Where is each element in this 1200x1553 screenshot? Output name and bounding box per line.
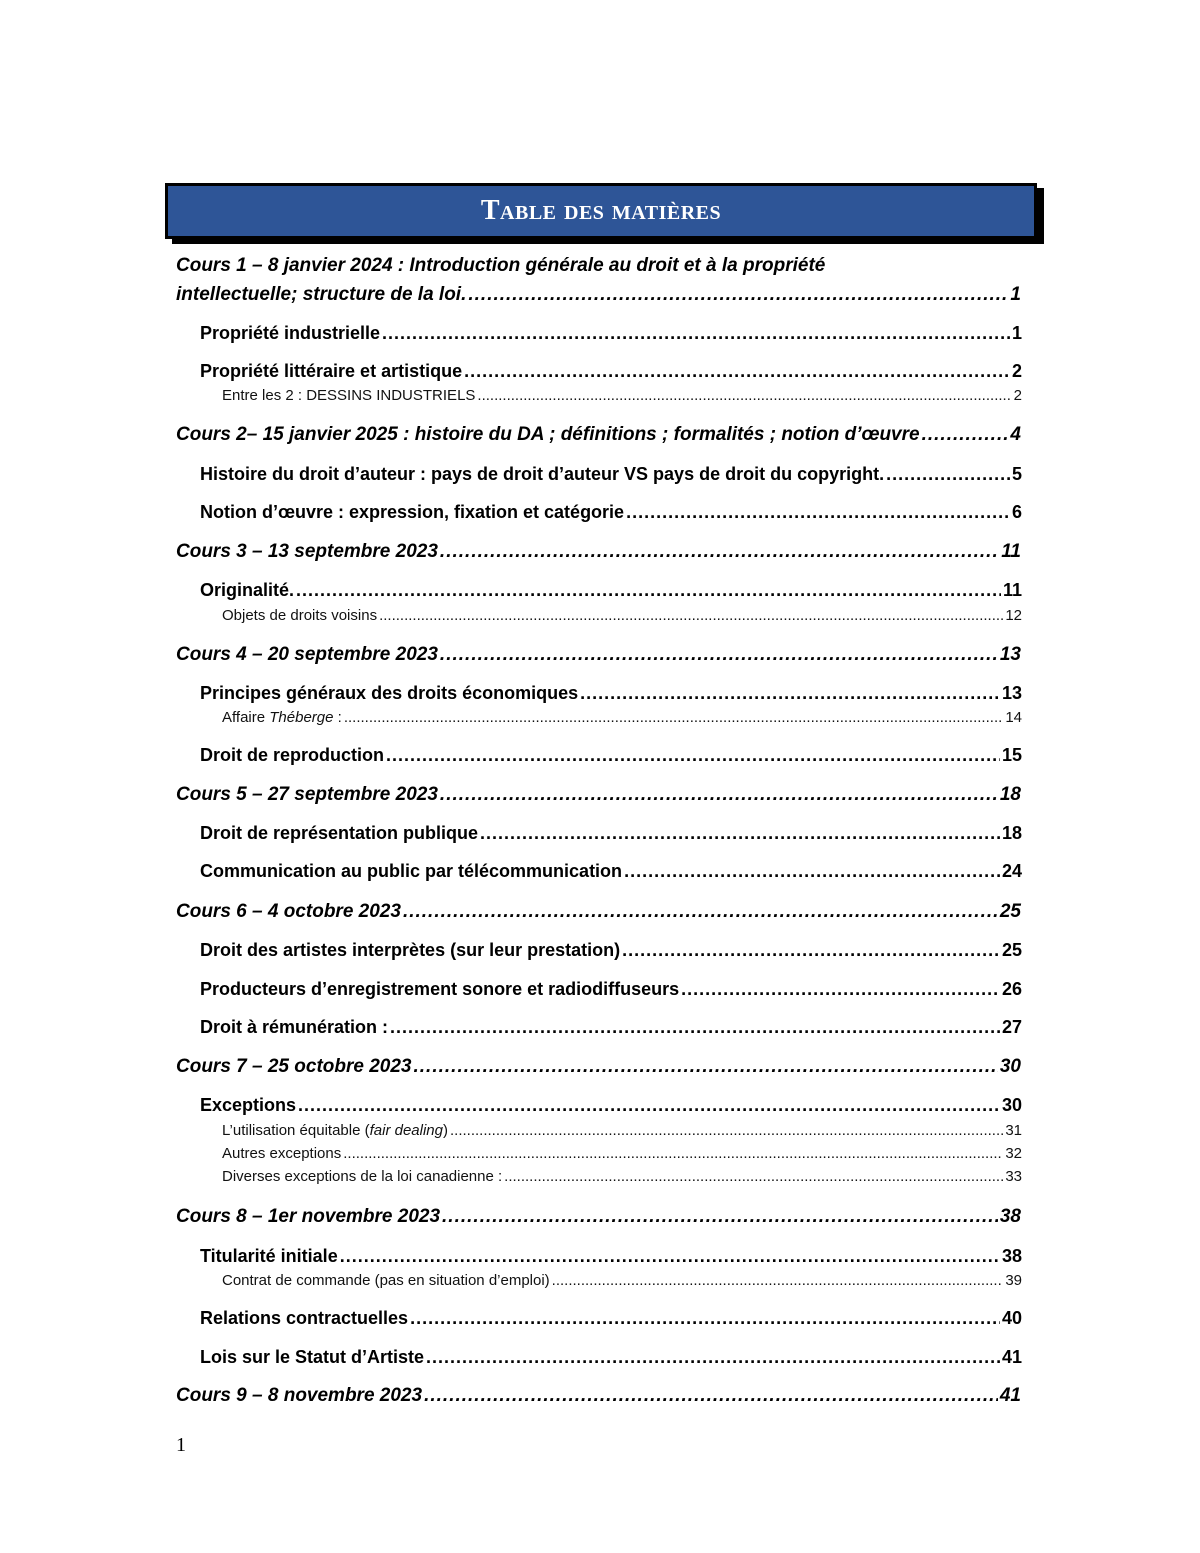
toc-entry-statut-artiste[interactable]: Lois sur le Statut d’Artiste ..... 41 [200,1347,1022,1368]
toc-entry-affaire-theberge[interactable]: Affaire Théberge : ..... 14 [222,709,1022,726]
toc-entry-cours-1[interactable]: intellectuelle; structure de la loi. ..... 1 [176,284,1021,306]
toc-entry-droit-reproduction[interactable]: Droit de reproduction ..... 15 [200,745,1022,766]
toc-entry-principes-generaux[interactable]: Principes généraux des droits économiques ..... 13 [200,683,1022,704]
toc-title-banner [165,183,1037,239]
toc-entry-cours-2[interactable]: Cours 2– 15 janvier 2025 : histoire du DA ; définitions ; formalités ; notion d’œuvre ..... 4 [176,424,1021,446]
toc-entry-dessins-industriels[interactable]: Entre les 2 : DESSINS INDUSTRIELS ..... 2 [222,387,1022,404]
toc-entry-contrat-commande[interactable]: Contrat de commande (pas en situation d’emploi) ..... 39 [222,1272,1022,1289]
toc-entry-cours-7[interactable]: Cours 7 – 25 octobre 2023 ..... 30 [176,1056,1021,1078]
toc-entry-cours-6[interactable]: Cours 6 – 4 octobre 2023 ..... 25 [176,901,1021,923]
toc-entry-cours-3[interactable]: Cours 3 – 13 septembre 2023 ..... 11 [176,541,1021,563]
toc-entry-cours-5[interactable]: Cours 5 – 27 septembre 2023 ..... 18 [176,784,1021,806]
toc-entry-communication-public[interactable]: Communication au public par télécommunication ..... 24 [200,861,1022,882]
toc-entry-cours-1-line1[interactable]: Cours 1 – 8 janvier 2024 : Introduction générale au droit et à la propriété [176,255,826,276]
toc-entry-relations-contractuelles[interactable]: Relations contractuelles ..... 40 [200,1308,1022,1329]
toc-entry-cours-4[interactable]: Cours 4 – 20 septembre 2023 ..... 13 [176,644,1021,666]
toc-entry-propriete-litteraire[interactable]: Propriété littéraire et artistique ..... 2 [200,361,1022,382]
toc-entry-histoire-droit-auteur[interactable]: Histoire du droit d’auteur : pays de droit d’auteur VS pays de droit du copyright. ..... 5 [200,464,1022,485]
toc-entry-autres-exceptions[interactable]: Autres exceptions ..... 32 [222,1145,1022,1162]
toc-entry-notion-oeuvre[interactable]: Notion d’œuvre : expression, fixation et catégorie ..... 6 [200,502,1022,523]
toc-title: Table des matières [480,195,722,226]
toc-entry-utilisation-equitable[interactable]: L’utilisation équitable (fair dealing) ..... 31 [222,1122,1022,1139]
toc-entry-droits-voisins[interactable]: Objets de droits voisins ..... 12 [222,607,1022,624]
footer-page-number: 1 [176,1434,186,1456]
toc-entry-cours-8[interactable]: Cours 8 – 1er novembre 2023 ..... 38 [176,1206,1021,1228]
toc-entry-originalite[interactable]: Originalité. ..... 11 [200,580,1022,601]
toc-entry-artistes-interpretes[interactable]: Droit des artistes interprètes (sur leur prestation) ..... 25 [200,940,1022,961]
toc-entry-cours-9[interactable]: Cours 9 – 8 novembre 2023 ..... 41 [176,1385,1021,1407]
toc-entry-droit-remuneration[interactable]: Droit à rémunération : ..... 27 [200,1017,1022,1038]
toc-entry-producteurs-enregistrement[interactable]: Producteurs d’enregistrement sonore et radiodiffuseurs ..... 26 [200,979,1022,1000]
toc-entry-propriete-industrielle[interactable]: Propriété industrielle ..... 1 [200,323,1022,344]
toc-entry-exceptions[interactable]: Exceptions ..... 30 [200,1095,1022,1116]
toc-entry-representation-publique[interactable]: Droit de représentation publique ..... 18 [200,823,1022,844]
toc-entry-diverses-exceptions[interactable]: Diverses exceptions de la loi canadienne : ..... 33 [222,1168,1022,1185]
toc-entry-titularite-initiale[interactable]: Titularité initiale ..... 38 [200,1246,1022,1267]
